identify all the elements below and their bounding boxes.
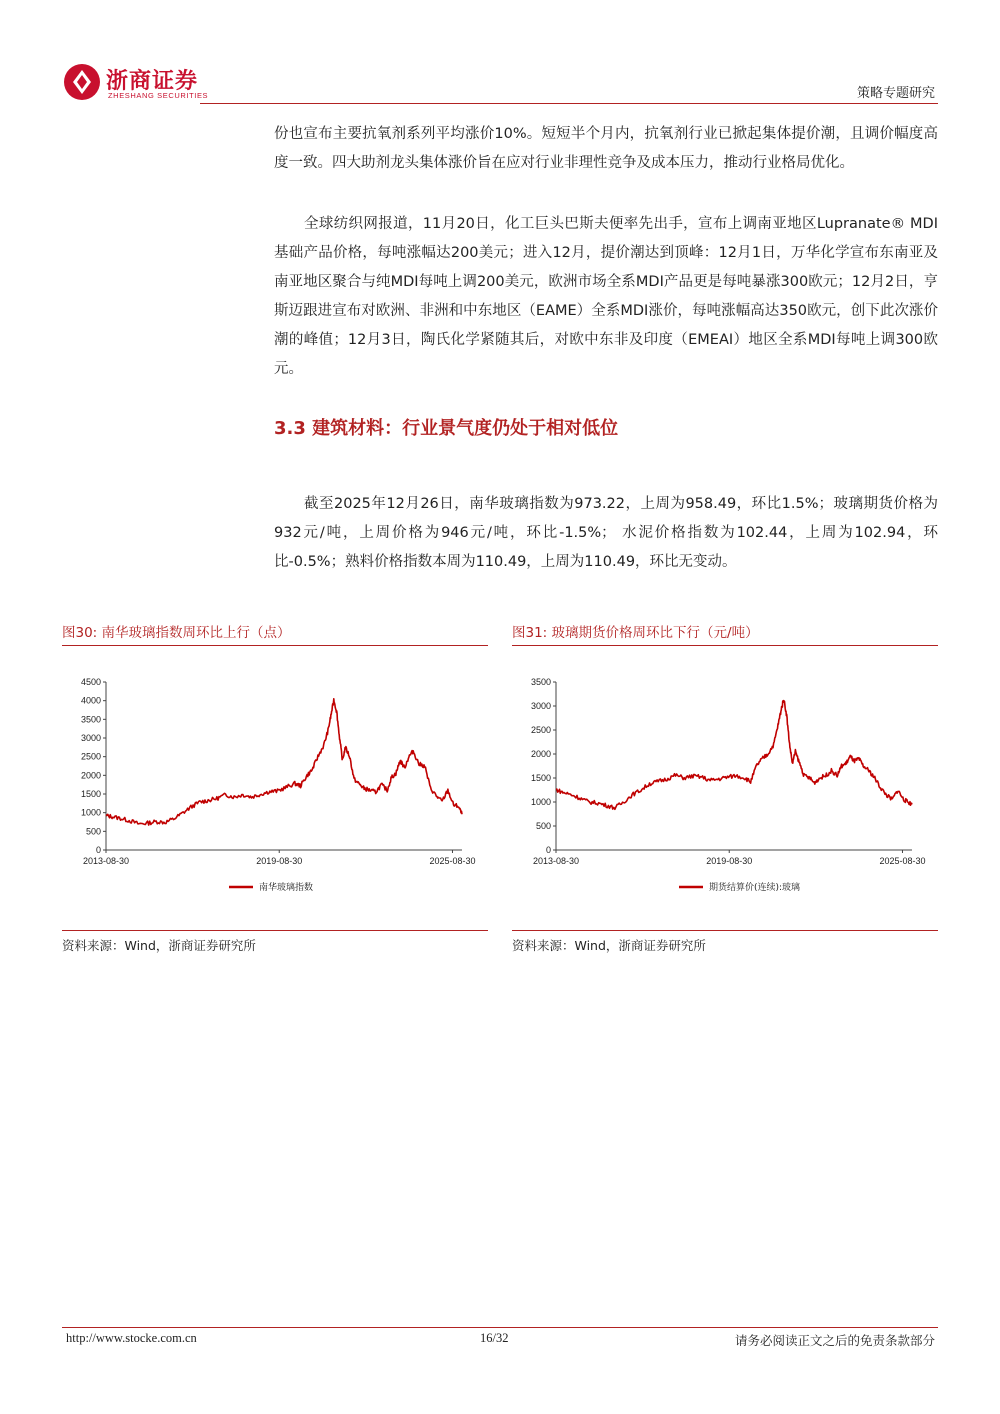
y-tick-label: 4500 <box>80 677 101 687</box>
x-tick-label: 2025-08-30 <box>879 856 926 866</box>
series-line <box>106 699 462 825</box>
figure-31-title-divider <box>512 645 938 646</box>
x-tick-label: 2013-08-30 <box>532 856 580 866</box>
y-tick-label: 0 <box>95 845 101 855</box>
logo-mark-icon <box>62 62 102 102</box>
company-logo <box>62 62 212 106</box>
figure-30-title-divider <box>62 645 488 646</box>
figure-31-title: 图31: 玻璃期货价格周环比下行（元/吨） <box>512 625 759 641</box>
x-tick-label: 2019-08-30 <box>706 856 753 866</box>
y-tick-label: 3000 <box>80 733 101 743</box>
logo-text-en: ZHESHANG SECURITIES <box>108 91 209 100</box>
legend-label: 期货结算价(连续):玻璃 <box>709 883 801 893</box>
x-tick-label: 2013-08-30 <box>82 856 130 866</box>
y-tick-label: 3500 <box>80 714 101 725</box>
y-tick-label: 0 <box>545 845 551 855</box>
paragraph-1: 份也宣布主要抗氧剂系列平均涨价10%。短短半个月内，抗氧剂行业已掀起集体提价潮，且调价幅度高度一致。四大助剂龙头集体涨价旨在应对行业非理性竞争及成本压力，推动行业格局优化。 <box>274 126 938 171</box>
y-tick-label: 4000 <box>80 695 101 706</box>
paragraph-3: 截至2025年12月26日，南华玻璃指数为973.22，上周为958.49，环比1.5%；玻璃期货价格为932元/吨，上周价格为946元/吨，环比-1.5%； 水泥价格指数为102.44，上周为102.94，环比-0.5%；熟料价格指数本周为110.49，上周为110.49，环比无变动。 <box>274 496 938 570</box>
figure-30-title: 图30: 南华玻璃指数周环比上行（点） <box>62 625 291 641</box>
y-tick-label: 3000 <box>530 701 551 711</box>
figure-31-source: 资料来源：Wind，浙商证券研究所 <box>512 938 706 953</box>
y-tick-label: 500 <box>535 821 551 831</box>
y-tick-label: 500 <box>85 826 101 837</box>
disclaimer-note: 请务必阅读正文之后的免责条款部分 <box>734 1333 935 1348</box>
report-type-label: 策略专题研究 <box>856 86 935 101</box>
figure-31-source-divider <box>512 930 938 931</box>
y-tick-label: 1500 <box>80 789 101 799</box>
y-tick-label: 1000 <box>80 807 101 818</box>
figure-30-chart <box>62 660 488 915</box>
paragraph-2: 全球纺织网报道，11月20日，化工巨头巴斯夫便率先出手，宣布上调南亚地区Lupranate® MDI基础产品价格，每吨涨幅达200美元；进入12月，提价潮达到顶峰：12月1日，万华化学宣布东南亚及南亚地区聚合与纯MDI每吨上调200美元，欧洲市场全系MDI产品更是每吨暴涨300欧元；12月2日，亨斯迈跟进宣布对欧洲、非洲和中东地区（EAME）全系MDI涨价，每吨涨幅高达350欧元，创下此次涨价潮的峰值；12月3日，陶氏化学紧随其后，对欧中东非及印度（EMEAI）地区全系MDI每吨上调300欧元。 <box>274 216 938 377</box>
footer-url-link[interactable]: http://www.stocke.com.cn <box>66 1331 197 1345</box>
figure-31-chart <box>512 660 938 915</box>
header-divider <box>200 103 938 104</box>
x-tick-label: 2025-08-30 <box>429 856 476 866</box>
section-title: 3.3 建筑材料：行业景气度仍处于相对低位 <box>274 418 619 439</box>
y-tick-label: 2500 <box>80 751 101 762</box>
y-tick-label: 2000 <box>80 770 101 781</box>
y-tick-label: 2500 <box>530 725 551 735</box>
y-tick-label: 3500 <box>530 677 551 687</box>
figure-30-source-divider <box>62 930 488 931</box>
y-tick-label: 2000 <box>530 749 551 759</box>
figure-30-source: 资料来源：Wind，浙商证券研究所 <box>62 938 256 953</box>
legend-label: 南华玻璃指数 <box>259 883 314 893</box>
page-number: 16/32 <box>480 1331 509 1345</box>
logo-text-cn: 浙商证券 <box>106 69 199 94</box>
y-tick-label: 1500 <box>530 773 551 783</box>
footer-divider <box>62 1327 938 1328</box>
y-tick-label: 1000 <box>530 797 551 807</box>
x-tick-label: 2019-08-30 <box>256 856 303 866</box>
series-line <box>556 701 912 810</box>
